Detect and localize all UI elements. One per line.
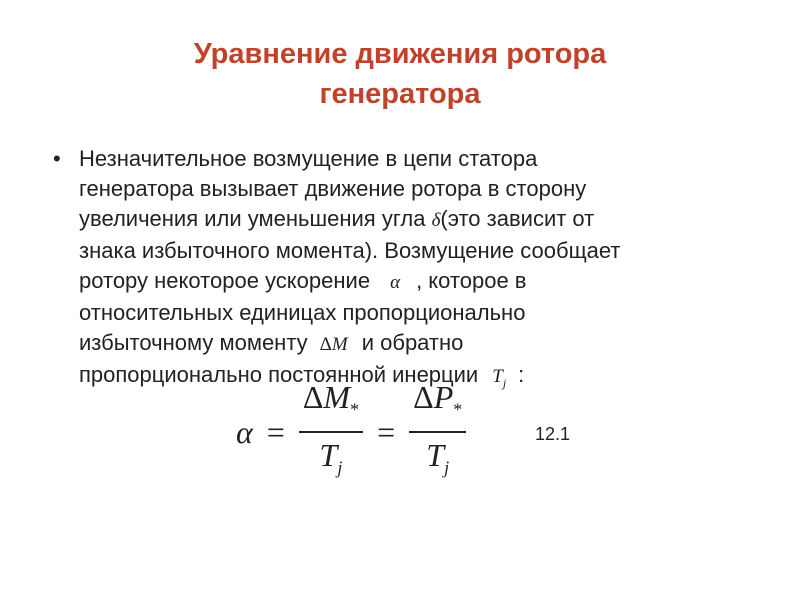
tj-t: T <box>492 366 503 387</box>
fraction-delta-p <box>409 377 466 488</box>
text-line-2: генератора вызывает движение ротора в сторону <box>79 176 587 201</box>
text-line-7-pre: избыточному моменту <box>79 330 308 355</box>
num2-var: P <box>433 378 454 415</box>
num1-delta: Δ <box>302 378 324 415</box>
text-line-3-post: (это зависит от <box>440 206 595 231</box>
den2-sub: j <box>444 457 450 478</box>
fraction-1-denominator <box>316 435 347 487</box>
text-line-8-post: : <box>518 362 525 387</box>
fraction-2-denominator <box>422 435 453 487</box>
delta-symbol: δ <box>431 210 441 231</box>
text-line-7-post: и обратно <box>361 330 464 355</box>
text-line-1: Незначительное возмущение в цепи статора <box>79 146 538 171</box>
text-line-3-pre: увеличения или уменьшения угла <box>79 206 432 231</box>
tj-symbol <box>492 362 506 398</box>
fraction-1-numerator <box>299 377 363 429</box>
fraction-delta-m <box>299 377 363 488</box>
fraction-2-numerator <box>409 377 466 429</box>
num2-sub: * <box>453 399 463 419</box>
text-line-8-pre: пропорционально постоянной инерции <box>79 362 479 387</box>
text-line-5-pre: ротору некоторое ускорение <box>79 268 371 293</box>
den1-var: T <box>319 437 338 473</box>
formula-equals-1: = <box>266 413 285 450</box>
text-line-3 <box>79 204 769 236</box>
fraction-1-bar <box>299 431 363 433</box>
equation-12-1 <box>236 378 466 482</box>
delta-m-delta: Δ <box>319 334 332 355</box>
text-line-5-post: , которое в <box>416 268 527 293</box>
den2-var: T <box>426 437 445 473</box>
num1-var: M <box>323 378 351 415</box>
text-line-5 <box>79 266 769 298</box>
bullet-marker: • <box>53 146 61 171</box>
tj-sub: j <box>502 375 507 390</box>
equation-number: 12.1 <box>535 424 571 444</box>
text-line-7 <box>79 328 769 360</box>
delta-m-m: M <box>331 334 348 355</box>
den1-sub: j <box>337 457 343 478</box>
fraction-2-bar <box>409 431 466 433</box>
num1-sub: * <box>350 399 360 419</box>
text-line-4: знака избыточного момента). Возмущение сообщает <box>79 238 621 263</box>
formula-equals-2: = <box>377 413 396 450</box>
title-line-1: Уравнение движения ротора <box>193 38 607 70</box>
alpha-symbol: α <box>390 272 401 293</box>
slide-title <box>0 34 800 114</box>
formula-alpha: α <box>236 413 253 450</box>
bullet-text <box>79 144 769 398</box>
delta-m-symbol <box>320 328 348 360</box>
text-line-6: относительных единицах пропорционально <box>79 300 526 325</box>
num2-delta: Δ <box>413 378 434 415</box>
title-line-2: генератора <box>319 78 481 110</box>
